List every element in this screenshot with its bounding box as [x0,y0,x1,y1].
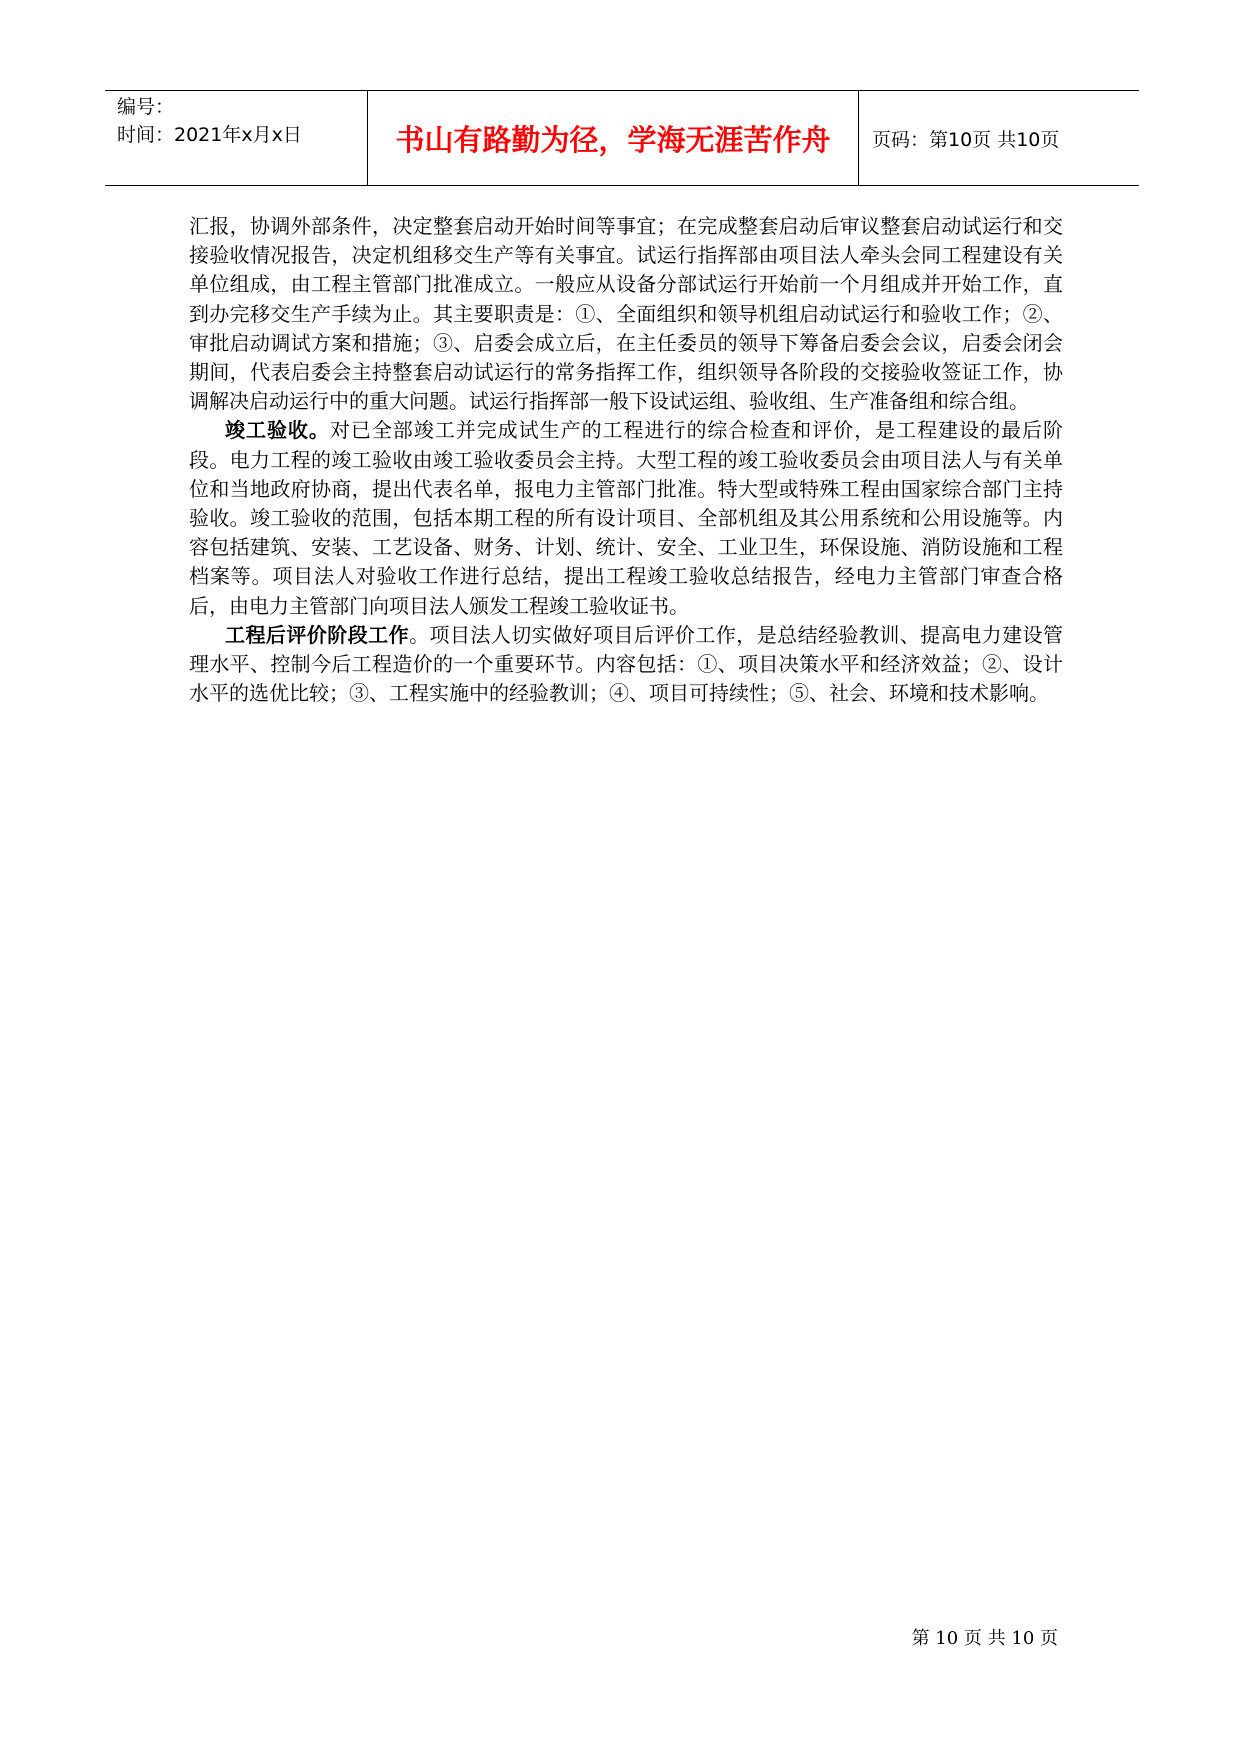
paragraph-completion-acceptance [189,416,1063,620]
footer-page-number: 第 10 页 共 10 页 [911,1628,1058,1649]
document-time-label: 时间：2021年x月x日 [117,124,302,146]
header-meta [105,91,368,185]
document-body [189,212,1063,708]
page-footer [0,1624,1058,1650]
paragraph-heading: 工程后评价阶段工作 [225,622,410,647]
paragraph-heading: 竣工验收。 [225,418,330,443]
paragraph-text: 。项目法人切实做好项目后评价工作，是总结经验教训、提高电力建设管理水平、控制今后工程造价的一个重要环节。内容包括：①、项目决策水平和经济效益；②、设计水平的选优比较；③、工程实施中的经验教训；④、项目可持续性；⑤、社会、环境和技术影响。 [189,622,1064,706]
header-page-cell [859,91,1139,185]
header-page-label: 页码：第10页 共10页 [872,128,1060,151]
paragraph-text: 对已全部竣工并完成试生产的工程进行的综合检查和评价，是工程建设的最后阶段。电力工程的竣工验收由竣工验收委员会主持。大型工程的竣工验收委员会由项目法人与有关单位和当地政府协商，提出代表名单，报电力主管部门批准。特大型或特殊工程由国家综合部门主持验收。竣工验收的范围，包括本期工程的所有设计项目、全部机组及其公用系统和公用设施等。内容包括建筑、安装、工艺设备、财务、计划、统计、安全、工业卫生，环保设施、消防设施和工程档案等。项目法人对验收工作进行总结，提出工程竣工验收总结报告，经电力主管部门审查合格后，由电力主管部门向项目法人颁发工程竣工验收证书。 [189,418,1064,618]
paragraph-commissioning: 汇报，协调外部条件，决定整套启动开始时间等事宜；在完成整套启动后审议整套启动试运行和交接验收情况报告，决定机组移交生产等有关事宜。试运行指挥部由项目法人牵头会同工程建设有关单位组成，由工程主管部门批准成立。一般应从设备分部试运行开始前一个月组成并开始工作，直到办完移交生产手续为止。其主要职责是：①、全面组织和领导机组启动试运行和验收工作；②、审批启动调试方案和措施；③、启委会成立后，在主任委员的领导下筹备启委会会议，启委会闭会期间，代表启委会主持整套启动试运行的常务指挥工作，组织领导各阶段的交接验收签证工作，协调解决启动运行中的重大问题。试运行指挥部一般下设试运组、验收组、生产准备组和综合组。 [189,214,1063,414]
document-number-label: 编号： [117,96,175,118]
page-header [105,90,1139,186]
header-motto: 书山有路勤为径，学海无涯苦作舟 [395,122,831,157]
header-motto-cell [368,91,859,185]
paragraph-post-evaluation [189,621,1063,709]
